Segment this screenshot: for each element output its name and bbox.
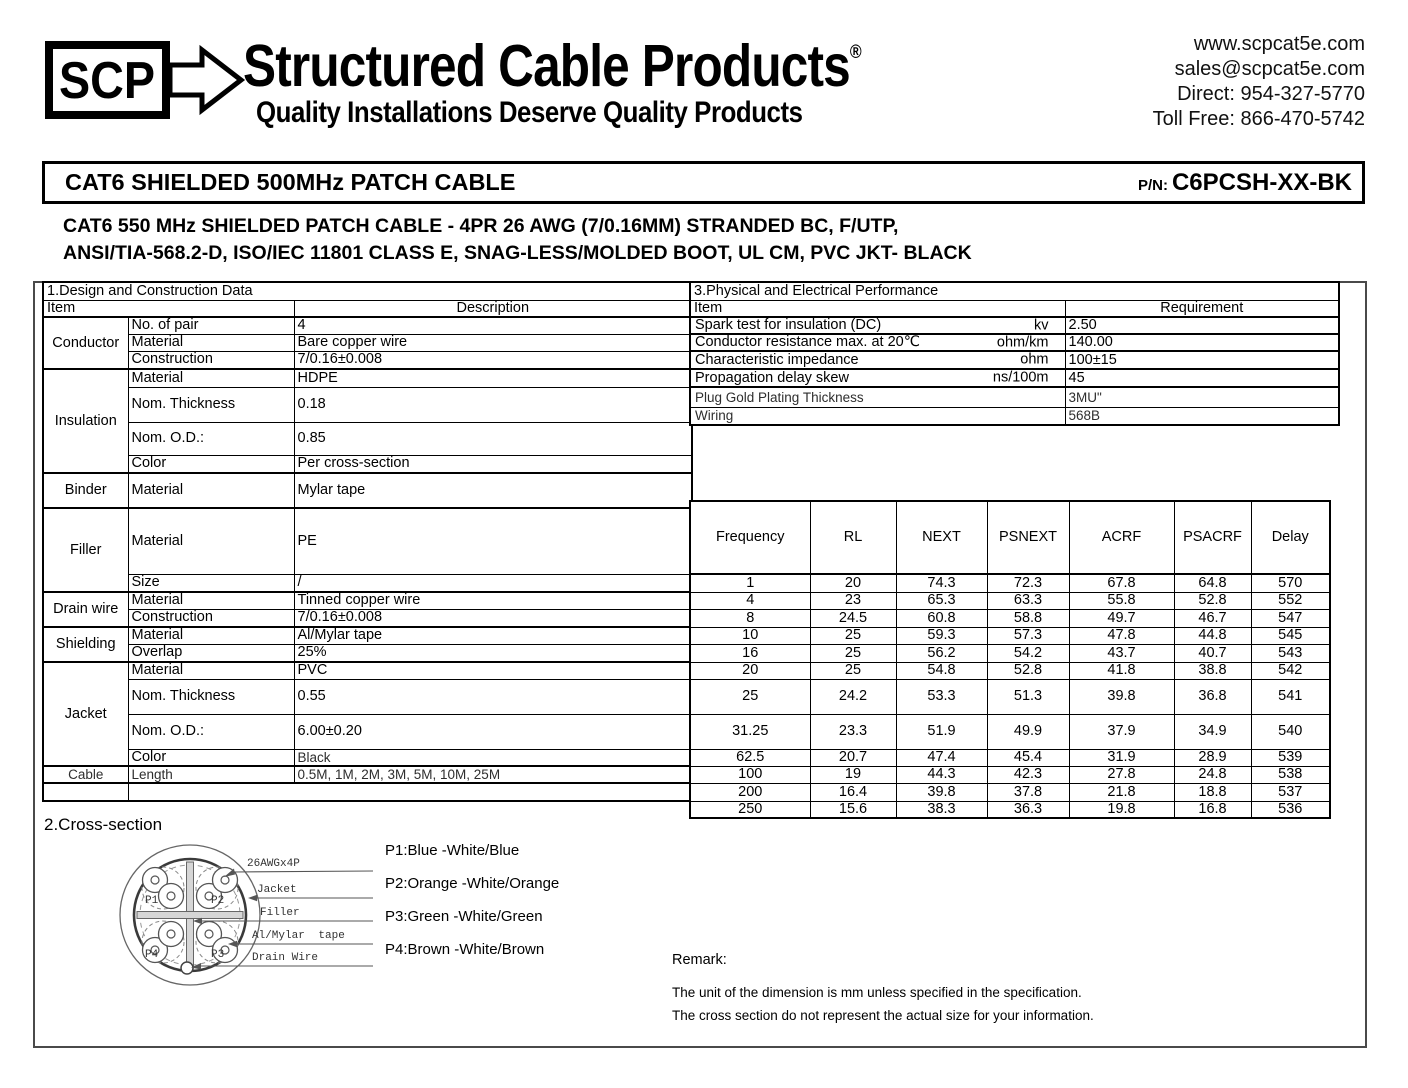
design-group-label: Shielding bbox=[43, 627, 128, 662]
perf-col-item: Item bbox=[690, 300, 1065, 317]
page-title: CAT6 SHIELDED 500MHz PATCH CABLE bbox=[65, 169, 516, 195]
brand-name-text: Structured Cable Products bbox=[243, 33, 850, 99]
freq-cell: 540 bbox=[1251, 714, 1330, 749]
scp-logo bbox=[44, 40, 249, 122]
freq-cell: 16.8 bbox=[1174, 801, 1251, 818]
contact-tollfree-phone: Toll Free: 866-470-5742 bbox=[1152, 108, 1365, 130]
legend-pair-2: P2:Orange -White/Orange bbox=[385, 875, 560, 892]
contact-direct-phone: Direct: 954-327-5770 bbox=[1177, 83, 1365, 105]
perf-item-label: Plug Gold Plating Thickness bbox=[695, 389, 864, 405]
perf-table-row bbox=[690, 407, 1339, 425]
perf-table-row bbox=[690, 351, 1339, 369]
freq-cell: 54.8 bbox=[896, 662, 987, 679]
freq-cell: 23 bbox=[810, 592, 896, 609]
design-row-value: Al/Mylar tape bbox=[294, 627, 692, 644]
freq-cell: 24.2 bbox=[810, 679, 896, 714]
perf-item-cell bbox=[690, 369, 1065, 387]
freq-cell: 54.2 bbox=[987, 644, 1069, 662]
design-row-value: 0.55 bbox=[294, 679, 692, 714]
drain-wire-dot bbox=[181, 962, 193, 974]
freq-cell: 44.3 bbox=[896, 766, 987, 783]
design-row-label: No. of pair bbox=[128, 317, 294, 334]
design-row-label: Nom. Thickness bbox=[128, 387, 294, 422]
design-row-value: 6.00±0.20 bbox=[294, 714, 692, 749]
freq-cell: 46.7 bbox=[1174, 609, 1251, 627]
frequency-performance-table bbox=[689, 500, 1331, 819]
perf-item-cell bbox=[690, 387, 1065, 407]
freq-cell: 57.3 bbox=[987, 627, 1069, 644]
perf-requirement-value: 3MU" bbox=[1065, 387, 1339, 407]
freq-cell: 72.3 bbox=[987, 574, 1069, 592]
freq-table-row bbox=[690, 749, 1330, 766]
perf-item-label: Wiring bbox=[695, 408, 734, 424]
perf-item-cell bbox=[690, 334, 1065, 351]
perf-table-row bbox=[690, 369, 1339, 387]
design-group-label: Conductor bbox=[43, 317, 128, 369]
remark-line-2: The cross section do not represent the actual size for your information. bbox=[672, 1008, 1094, 1023]
design-row-label: Color bbox=[128, 749, 294, 766]
freq-cell: 47.8 bbox=[1069, 627, 1174, 644]
freq-cell: 64.8 bbox=[1174, 574, 1251, 592]
freq-cell: 21.8 bbox=[1069, 783, 1174, 801]
freq-table-row bbox=[690, 609, 1330, 627]
design-table-row bbox=[43, 387, 692, 422]
perf-requirement-value: 45 bbox=[1065, 369, 1339, 387]
design-row-label: Material bbox=[128, 473, 294, 508]
pair-p1 bbox=[142, 867, 184, 909]
perf-requirement-value: 140.00 bbox=[1065, 334, 1339, 351]
freq-cell: 74.3 bbox=[896, 574, 987, 592]
freq-cell: 45.4 bbox=[987, 749, 1069, 766]
freq-cell: 47.4 bbox=[896, 749, 987, 766]
freq-cell: 543 bbox=[1251, 644, 1330, 662]
perf-item-cell bbox=[690, 407, 1065, 425]
freq-cell: 20 bbox=[690, 662, 810, 679]
design-table-row bbox=[43, 473, 692, 508]
freq-cell: 19.8 bbox=[1069, 801, 1174, 818]
freq-cell: 34.9 bbox=[1174, 714, 1251, 749]
perf-item-label: Characteristic impedance bbox=[695, 351, 859, 368]
part-number bbox=[1138, 169, 1352, 197]
legend-pair-4: P4:Brown -White/Brown bbox=[385, 941, 545, 958]
diagram-label-tape: Al/Mylar tape bbox=[252, 930, 345, 942]
design-row-value: 7/0.16±0.008 bbox=[294, 351, 692, 369]
freq-table-row bbox=[690, 766, 1330, 783]
contact-email: sales@scpcat5e.com bbox=[1174, 58, 1365, 80]
design-row-value: HDPE bbox=[294, 369, 692, 387]
legend-pair-1: P1:Blue -White/Blue bbox=[385, 842, 520, 859]
design-table-row bbox=[43, 317, 692, 334]
freq-cell: 63.3 bbox=[987, 592, 1069, 609]
design-group-label: Insulation bbox=[43, 369, 128, 473]
freq-table-row bbox=[690, 592, 1330, 609]
freq-header-rl: RL bbox=[810, 501, 896, 574]
pair-p3 bbox=[196, 921, 238, 963]
freq-cell: 60.8 bbox=[896, 609, 987, 627]
design-group-label: Drain wire bbox=[43, 592, 128, 627]
cable-cross-section-diagram bbox=[105, 835, 405, 1011]
freq-table-row bbox=[690, 662, 1330, 679]
freq-cell: 545 bbox=[1251, 627, 1330, 644]
perf-item-unit: ohm bbox=[1020, 351, 1049, 368]
design-row-label: Size bbox=[128, 574, 294, 592]
design-group-label: Binder bbox=[43, 473, 128, 508]
design-row-value: Black bbox=[294, 749, 692, 766]
scp-logo-text: SCP bbox=[59, 52, 155, 110]
perf-requirement-value: 568B bbox=[1065, 407, 1339, 425]
pair-p2-label: P2 bbox=[211, 895, 225, 907]
freq-cell: 15.6 bbox=[810, 801, 896, 818]
design-table-row bbox=[43, 455, 692, 473]
perf-item-label: Spark test for insulation (DC) bbox=[695, 317, 882, 333]
logo-arrow-icon bbox=[170, 50, 241, 110]
part-number-label: P/N: bbox=[1137, 176, 1168, 194]
freq-table-row bbox=[690, 714, 1330, 749]
freq-cell: 18.8 bbox=[1174, 783, 1251, 801]
freq-table-row bbox=[690, 679, 1330, 714]
design-table-row bbox=[43, 574, 692, 592]
freq-cell: 40.7 bbox=[1174, 644, 1251, 662]
design-row-label: Material bbox=[128, 592, 294, 609]
freq-cell: 31.9 bbox=[1069, 749, 1174, 766]
freq-cell: 51.3 bbox=[987, 679, 1069, 714]
freq-cell: 552 bbox=[1251, 592, 1330, 609]
design-group-label: Jacket bbox=[43, 662, 128, 766]
design-row-value: Bare copper wire bbox=[294, 334, 692, 351]
freq-cell: 53.3 bbox=[896, 679, 987, 714]
brand-tagline: Quality Installations Deserve Quality Products bbox=[256, 96, 803, 129]
design-row-label: Material bbox=[128, 508, 294, 574]
freq-cell: 51.9 bbox=[896, 714, 987, 749]
description-line-2: ANSI/TIA-568.2-D, ISO/IEC 11801 CLASS E, SNAG-LESS/MOLDED BOOT, UL CM, PVC JKT- BLACK bbox=[63, 241, 972, 264]
freq-cell: 43.7 bbox=[1069, 644, 1174, 662]
perf-item-cell bbox=[690, 317, 1065, 334]
diagram-label-filler: Filler bbox=[260, 907, 300, 919]
perf-item-unit: kv bbox=[1034, 317, 1049, 333]
freq-cell: 62.5 bbox=[690, 749, 810, 766]
pair-p3-label: P3 bbox=[211, 949, 225, 961]
freq-cell: 25 bbox=[810, 627, 896, 644]
perf-requirement-value: 2.50 bbox=[1065, 317, 1339, 334]
freq-header-psnext: PSNEXT bbox=[987, 501, 1069, 574]
design-row-value: Per cross-section bbox=[294, 455, 692, 473]
freq-cell: 44.8 bbox=[1174, 627, 1251, 644]
design-table-row bbox=[43, 334, 692, 351]
freq-cell: 42.3 bbox=[987, 766, 1069, 783]
freq-cell: 541 bbox=[1251, 679, 1330, 714]
design-table-row bbox=[43, 609, 692, 627]
freq-cell: 20.7 bbox=[810, 749, 896, 766]
description-line-1: CAT6 550 MHz SHIELDED PATCH CABLE - 4PR 26 AWG (7/0.16MM) STRANDED BC, F/UTP, bbox=[63, 215, 899, 237]
design-table-row bbox=[43, 592, 692, 609]
contact-block bbox=[1153, 32, 1365, 132]
freq-cell: 1 bbox=[690, 574, 810, 592]
design-col-item: Item bbox=[43, 300, 294, 317]
freq-table-row bbox=[690, 644, 1330, 662]
design-row-value: PVC bbox=[294, 662, 692, 679]
product-description bbox=[63, 213, 972, 266]
freq-cell: 39.8 bbox=[1069, 679, 1174, 714]
design-table-row bbox=[43, 351, 692, 369]
freq-cell: 19 bbox=[810, 766, 896, 783]
design-row-value: 7/0.16±0.008 bbox=[294, 609, 692, 627]
remark-line-1: The unit of the dimension is mm unless specified in the specification. bbox=[672, 985, 1082, 1000]
freq-cell: 38.3 bbox=[896, 801, 987, 818]
freq-cell: 200 bbox=[690, 783, 810, 801]
perf-table-row bbox=[690, 334, 1339, 351]
freq-cell: 250 bbox=[690, 801, 810, 818]
design-row-label: Nom. O.D.: bbox=[128, 714, 294, 749]
freq-cell: 52.8 bbox=[987, 662, 1069, 679]
freq-cell: 65.3 bbox=[896, 592, 987, 609]
design-row-value: Mylar tape bbox=[294, 473, 692, 508]
design-row-label: Material bbox=[128, 334, 294, 351]
perf-item-label: Propagation delay skew bbox=[695, 369, 849, 386]
freq-table-row bbox=[690, 627, 1330, 644]
remark-title: Remark: bbox=[672, 952, 727, 968]
design-table-row bbox=[43, 644, 692, 662]
design-table-row bbox=[43, 679, 692, 714]
freq-cell: 49.9 bbox=[987, 714, 1069, 749]
design-row-value: PE bbox=[294, 508, 692, 574]
design-row-value: 0.18 bbox=[294, 387, 692, 422]
design-table-row bbox=[43, 714, 692, 749]
design-row-label: Material bbox=[128, 627, 294, 644]
freq-cell: 16.4 bbox=[810, 783, 896, 801]
perf-col-requirement: Requirement bbox=[1065, 300, 1339, 317]
freq-cell: 36.8 bbox=[1174, 679, 1251, 714]
freq-cell: 25 bbox=[810, 644, 896, 662]
design-row-value: 0.85 bbox=[294, 422, 692, 455]
design-table-row bbox=[43, 508, 692, 574]
freq-cell: 55.8 bbox=[1069, 592, 1174, 609]
design-table-row bbox=[43, 662, 692, 679]
freq-cell: 537 bbox=[1251, 783, 1330, 801]
freq-table-row bbox=[690, 801, 1330, 818]
freq-cell: 542 bbox=[1251, 662, 1330, 679]
freq-cell: 59.3 bbox=[896, 627, 987, 644]
freq-cell: 24.5 bbox=[810, 609, 896, 627]
design-row-label: Material bbox=[128, 369, 294, 387]
freq-cell: 31.25 bbox=[690, 714, 810, 749]
freq-cell: 36.3 bbox=[987, 801, 1069, 818]
perf-table-row bbox=[690, 387, 1339, 407]
freq-header-psacrf: PSACRF bbox=[1174, 501, 1251, 574]
design-table-row bbox=[43, 422, 692, 455]
perf-item-label: Conductor resistance max. at 20℃ bbox=[695, 334, 921, 350]
freq-cell: 20 bbox=[810, 574, 896, 592]
design-row-label: Length bbox=[128, 766, 294, 783]
freq-cell: 27.8 bbox=[1069, 766, 1174, 783]
freq-cell: 539 bbox=[1251, 749, 1330, 766]
freq-cell: 24.8 bbox=[1174, 766, 1251, 783]
design-group-label: Filler bbox=[43, 508, 128, 592]
design-row-value: 4 bbox=[294, 317, 692, 334]
freq-header-acrf: ACRF bbox=[1069, 501, 1174, 574]
title-bar bbox=[42, 161, 1365, 204]
freq-cell: 570 bbox=[1251, 574, 1330, 592]
design-table-row bbox=[43, 766, 692, 783]
design-row-label: Construction bbox=[128, 609, 294, 627]
design-row-label: Material bbox=[128, 662, 294, 679]
design-table-title: 1.Design and Construction Data bbox=[43, 282, 692, 300]
design-row-label: Nom. O.D.: bbox=[128, 422, 294, 455]
design-table-row bbox=[43, 749, 692, 766]
design-row-label: Construction bbox=[128, 351, 294, 369]
freq-cell: 100 bbox=[690, 766, 810, 783]
freq-cell: 49.7 bbox=[1069, 609, 1174, 627]
freq-cell: 25 bbox=[810, 662, 896, 679]
freq-cell: 67.8 bbox=[1069, 574, 1174, 592]
design-row-value: Tinned copper wire bbox=[294, 592, 692, 609]
design-table-row bbox=[43, 627, 692, 644]
freq-cell: 4 bbox=[690, 592, 810, 609]
brand-name bbox=[243, 33, 861, 99]
diagram-label-jacket: Jacket bbox=[257, 884, 297, 896]
freq-cell: 16 bbox=[690, 644, 810, 662]
design-col-description: Description bbox=[294, 300, 692, 317]
cross-section-title: 2.Cross-section bbox=[44, 815, 163, 834]
perf-table-row bbox=[690, 317, 1339, 334]
remark-block bbox=[672, 952, 1094, 1030]
freq-cell: 23.3 bbox=[810, 714, 896, 749]
design-row-label: Overlap bbox=[128, 644, 294, 662]
freq-header-delay: Delay bbox=[1251, 501, 1330, 574]
freq-cell: 56.2 bbox=[896, 644, 987, 662]
pair-p1-label: P1 bbox=[145, 895, 159, 907]
design-group-label: Cable bbox=[43, 766, 128, 783]
pair-p4 bbox=[142, 921, 184, 963]
legend-pair-3: P3:Green -White/Green bbox=[385, 908, 543, 925]
design-row-value: 0.5M, 1M, 2M, 3M, 5M, 10M, 25M bbox=[294, 766, 692, 783]
design-row-label: Nom. Thickness bbox=[128, 679, 294, 714]
freq-cell: 58.8 bbox=[987, 609, 1069, 627]
freq-cell: 536 bbox=[1251, 801, 1330, 818]
freq-cell: 538 bbox=[1251, 766, 1330, 783]
freq-header-next: NEXT bbox=[896, 501, 987, 574]
perf-item-unit: ns/100m bbox=[992, 369, 1049, 386]
design-empty-row bbox=[43, 783, 692, 801]
perf-table-title: 3.Physical and Electrical Performance bbox=[690, 282, 1339, 300]
freq-cell: 10 bbox=[690, 627, 810, 644]
freq-table-row bbox=[690, 783, 1330, 801]
contact-website: www.scpcat5e.com bbox=[1193, 33, 1365, 55]
filler-cross-horizontal bbox=[137, 912, 243, 919]
freq-cell: 37.9 bbox=[1069, 714, 1174, 749]
freq-cell: 38.8 bbox=[1174, 662, 1251, 679]
freq-cell: 25 bbox=[690, 679, 810, 714]
perf-item-cell bbox=[690, 351, 1065, 369]
freq-table-row bbox=[690, 574, 1330, 592]
pair-p4-label: P4 bbox=[145, 949, 159, 961]
freq-cell: 37.8 bbox=[987, 783, 1069, 801]
design-row-label: Color bbox=[128, 455, 294, 473]
diagram-label-pair-count: 26AWGx4P bbox=[247, 858, 300, 870]
physical-electrical-table bbox=[689, 281, 1340, 426]
design-row-value: / bbox=[294, 574, 692, 592]
freq-cell: 39.8 bbox=[896, 783, 987, 801]
part-number-value: C6PCSH-XX-BK bbox=[1171, 168, 1352, 196]
freq-cell: 41.8 bbox=[1069, 662, 1174, 679]
registered-mark: ® bbox=[849, 42, 861, 63]
freq-cell: 8 bbox=[690, 609, 810, 627]
freq-cell: 52.8 bbox=[1174, 592, 1251, 609]
perf-item-unit: ohm/km bbox=[996, 334, 1049, 350]
perf-requirement-value: 100±15 bbox=[1065, 351, 1339, 369]
diagram-label-drain: Drain Wire bbox=[252, 952, 319, 964]
design-construction-table bbox=[42, 281, 693, 802]
design-row-value: 25% bbox=[294, 644, 692, 662]
pair-color-legend bbox=[385, 841, 559, 973]
freq-header-frequency: Frequency bbox=[690, 501, 810, 574]
freq-cell: 547 bbox=[1251, 609, 1330, 627]
design-table-row bbox=[43, 369, 692, 387]
brand-block bbox=[243, 33, 978, 129]
freq-cell: 28.9 bbox=[1174, 749, 1251, 766]
